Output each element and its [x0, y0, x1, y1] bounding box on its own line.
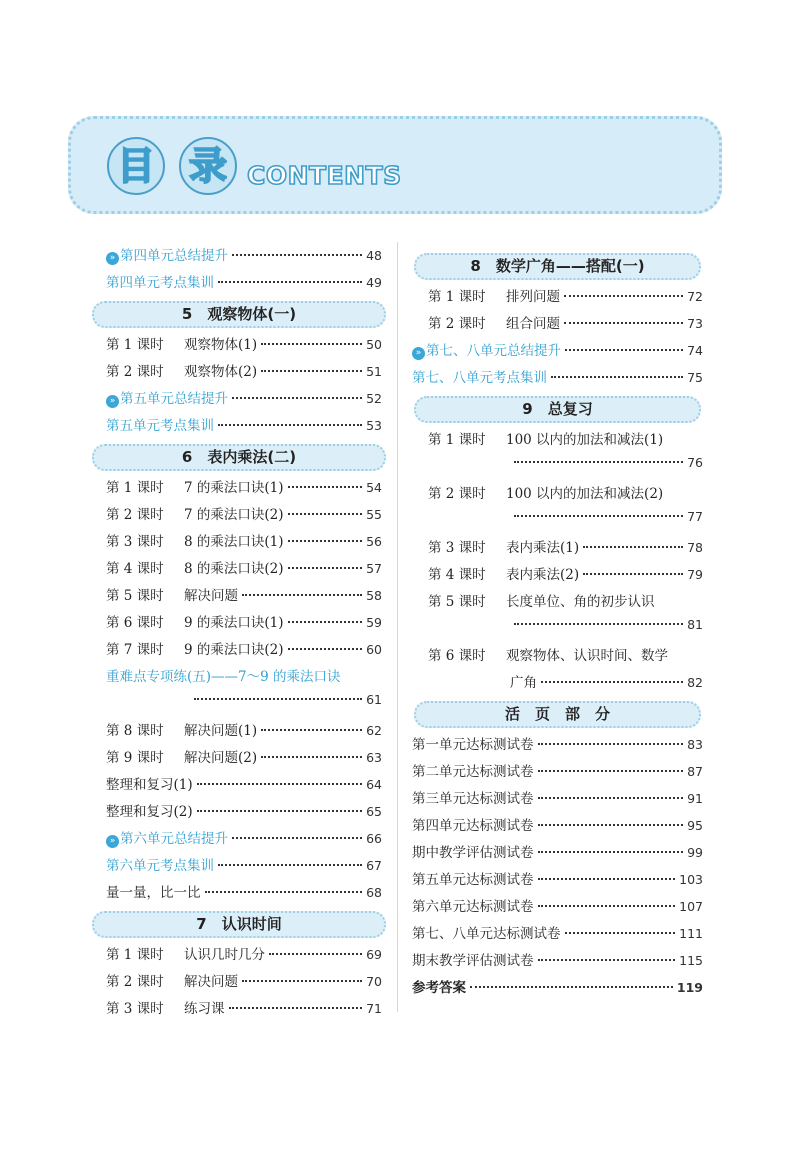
- toc-entry[interactable]: [106, 611, 382, 638]
- page-number: 103: [679, 872, 703, 887]
- toc-entry[interactable]: [106, 997, 382, 1024]
- section-header: 7 认识时间: [92, 911, 386, 938]
- section-header: 活 页 部 分: [414, 701, 701, 728]
- toc-entry: [412, 428, 703, 455]
- lesson-label: 第 3 课时: [106, 1001, 164, 1017]
- toc-entry[interactable]: [106, 943, 382, 970]
- toc-entry-continuation[interactable]: [412, 455, 703, 482]
- entry-title: 广角: [510, 675, 537, 691]
- entry-title: 整理和复习(2): [106, 804, 193, 820]
- toc-entry[interactable]: [412, 536, 703, 563]
- dot-leader: [288, 648, 363, 650]
- page-number: 70: [366, 974, 382, 989]
- entry-title: 整理和复习(1): [106, 777, 193, 793]
- toc-entry[interactable]: [412, 760, 703, 787]
- dot-leader: [194, 698, 362, 700]
- entry-title: 第六单元达标测试卷: [412, 899, 534, 915]
- toc-entry[interactable]: [412, 366, 703, 393]
- entry-title: 观察物体、认识时间、数学: [506, 648, 668, 664]
- toc-entry[interactable]: [106, 854, 382, 881]
- page-number: 58: [366, 588, 382, 603]
- toc-entry[interactable]: [106, 271, 382, 298]
- page-number: 55: [366, 507, 382, 522]
- section-header: 5 观察物体(一): [92, 301, 386, 328]
- double-arrow-icon: »: [412, 347, 425, 360]
- dot-leader: [551, 376, 683, 378]
- dot-leader: [261, 343, 362, 345]
- toc-entry[interactable]: [412, 814, 703, 841]
- page-number: 91: [687, 791, 703, 806]
- toc-entry[interactable]: [106, 557, 382, 584]
- toc-entry[interactable]: [412, 733, 703, 760]
- dot-leader: [541, 681, 683, 683]
- toc-entry[interactable]: [106, 503, 382, 530]
- lesson-label: 第 7 课时: [106, 642, 164, 658]
- toc-entry[interactable]: [412, 949, 703, 976]
- entry-title: 第七、八单元总结提升: [426, 343, 561, 359]
- toc-entry[interactable]: [412, 868, 703, 895]
- toc-entry[interactable]: [412, 339, 703, 366]
- double-arrow-icon: »: [106, 835, 119, 848]
- section-header: 6 表内乘法(二): [92, 444, 386, 471]
- dot-leader: [565, 932, 676, 934]
- page-number: 83: [687, 737, 703, 752]
- page-number: 82: [687, 675, 703, 690]
- dot-leader: [218, 864, 362, 866]
- toc-entry[interactable]: [106, 800, 382, 827]
- page-number: 72: [687, 289, 703, 304]
- page-number: 78: [687, 540, 703, 555]
- lesson-label: 第 3 课时: [106, 534, 164, 550]
- dot-leader: [583, 573, 683, 575]
- entry-title: 100 以内的加法和减法(2): [506, 486, 664, 502]
- entry-title: 参考答案: [412, 980, 466, 996]
- lesson-label: 第 9 课时: [106, 750, 164, 766]
- toc-entry[interactable]: [412, 312, 703, 339]
- toc-entry-continuation[interactable]: [412, 617, 703, 644]
- page-number: 52: [366, 391, 382, 406]
- page-number: 119: [676, 980, 703, 995]
- lesson-label: 第 2 课时: [428, 486, 486, 502]
- title-char-circle: [107, 137, 165, 195]
- double-arrow-icon: »: [106, 395, 119, 408]
- page-number: 49: [366, 275, 382, 290]
- toc-entry[interactable]: [106, 773, 382, 800]
- dot-leader: [538, 851, 684, 853]
- toc-entry[interactable]: [106, 414, 382, 441]
- dot-leader: [538, 878, 676, 880]
- dot-leader: [514, 461, 683, 463]
- entry-title: 解决问题: [184, 588, 238, 604]
- dot-leader: [261, 729, 362, 731]
- lesson-label: 第 2 课时: [106, 974, 164, 990]
- entry-title: 第六单元考点集训: [106, 858, 214, 874]
- toc-entry[interactable]: [106, 638, 382, 665]
- dot-leader: [538, 905, 676, 907]
- entry-title: 观察物体(1): [184, 337, 258, 353]
- toc-entry[interactable]: [412, 285, 703, 312]
- entry-title: 表内乘法(2): [506, 567, 580, 583]
- dot-leader: [288, 540, 363, 542]
- toc-entry[interactable]: [106, 584, 382, 611]
- dot-leader: [261, 370, 362, 372]
- dot-leader: [232, 837, 362, 839]
- page-number: 62: [366, 723, 382, 738]
- dot-leader: [288, 513, 363, 515]
- title-char-circle: [179, 137, 237, 195]
- dot-leader: [538, 824, 684, 826]
- page-number: 64: [366, 777, 382, 792]
- toc-entry[interactable]: [412, 976, 703, 1003]
- dot-leader: [229, 1007, 363, 1009]
- dot-leader: [205, 891, 363, 893]
- entry-title: 8 的乘法口诀(1): [184, 534, 284, 550]
- dot-leader: [470, 986, 673, 988]
- page-number: 75: [687, 370, 703, 385]
- dot-leader: [218, 424, 362, 426]
- page-number: 54: [366, 480, 382, 495]
- toc-entry[interactable]: [106, 970, 382, 997]
- entry-title: 练习课: [184, 1001, 225, 1017]
- page-number: 60: [366, 642, 382, 657]
- lesson-label: 第 1 课时: [428, 289, 486, 305]
- dot-leader: [514, 623, 683, 625]
- lesson-label: 第 1 课时: [106, 480, 164, 496]
- dot-leader: [197, 783, 362, 785]
- entry-title: 期末教学评估测试卷: [412, 953, 534, 969]
- lesson-label: 第 2 课时: [428, 316, 486, 332]
- title-char: 录: [188, 144, 227, 188]
- lesson-label: 第 5 课时: [106, 588, 164, 604]
- title-char: 目: [116, 144, 155, 188]
- entry-title: 8 的乘法口诀(2): [184, 561, 284, 577]
- lesson-label: 第 3 课时: [428, 540, 486, 556]
- page-number: 99: [687, 845, 703, 860]
- page-number: 95: [687, 818, 703, 833]
- lesson-label: 第 6 课时: [428, 648, 486, 664]
- dot-leader: [564, 322, 683, 324]
- dot-leader: [261, 756, 362, 758]
- entry-title: 第二单元达标测试卷: [412, 764, 534, 780]
- dot-leader: [538, 797, 684, 799]
- entry-title: 第五单元总结提升: [120, 391, 228, 407]
- toc-right-column: [412, 250, 703, 1003]
- page-number: 67: [366, 858, 382, 873]
- page-number: 115: [679, 953, 703, 968]
- toc-entry[interactable]: [106, 244, 382, 271]
- entry-title: 第三单元达标测试卷: [412, 791, 534, 807]
- lesson-label: 第 1 课时: [106, 337, 164, 353]
- toc-entry-continuation[interactable]: [412, 671, 703, 698]
- page-number: 69: [366, 947, 382, 962]
- entry-title: 7 的乘法口诀(1): [184, 480, 284, 496]
- entry-title: 认识几时几分: [184, 947, 265, 963]
- toc-entry[interactable]: [412, 563, 703, 590]
- dot-leader: [288, 567, 363, 569]
- entry-title: 量一量，比一比: [106, 885, 201, 901]
- entry-title: 第五单元考点集训: [106, 418, 214, 434]
- toc-entry[interactable]: [106, 387, 382, 414]
- page-number: 50: [366, 337, 382, 352]
- section-header: 9 总复习: [414, 396, 701, 423]
- dot-leader: [197, 810, 362, 812]
- entry-title: 第五单元达标测试卷: [412, 872, 534, 888]
- dot-leader: [242, 594, 362, 596]
- page-number: 56: [366, 534, 382, 549]
- toc-entry[interactable]: [412, 922, 703, 949]
- page-number: 65: [366, 804, 382, 819]
- section-header: 8 数学广角——搭配(一): [414, 253, 701, 280]
- dot-leader: [538, 959, 676, 961]
- entry-title: 解决问题(1): [184, 723, 258, 739]
- dot-leader: [232, 254, 362, 256]
- toc-entry: [412, 590, 703, 617]
- page-number: 51: [366, 364, 382, 379]
- dot-leader: [232, 397, 362, 399]
- lesson-label: 第 6 课时: [106, 615, 164, 631]
- double-arrow-icon: »: [106, 252, 119, 265]
- dot-leader: [242, 980, 362, 982]
- toc-left-column: [106, 244, 382, 1024]
- lesson-label: 第 8 课时: [106, 723, 164, 739]
- toc-entry[interactable]: [106, 719, 382, 746]
- toc-entry: [412, 644, 703, 671]
- entry-title: 7 的乘法口诀(2): [184, 507, 284, 523]
- lesson-label: 第 5 课时: [428, 594, 486, 610]
- lesson-label: 第 2 课时: [106, 507, 164, 523]
- entry-title: 解决问题: [184, 974, 238, 990]
- entry-title: 排列问题: [506, 289, 560, 305]
- entry-title: 第四单元总结提升: [120, 248, 228, 264]
- entry-title: 9 的乘法口诀(1): [184, 615, 284, 631]
- toc-entry[interactable]: [106, 333, 382, 360]
- entry-title: 长度单位、角的初步认识: [506, 594, 655, 610]
- page-number: 48: [366, 248, 382, 263]
- toc-entry[interactable]: [106, 360, 382, 387]
- dot-leader: [514, 515, 683, 517]
- toc-entry: [106, 665, 382, 692]
- page-number: 73: [687, 316, 703, 331]
- page-number: 59: [366, 615, 382, 630]
- page-number: 87: [687, 764, 703, 779]
- toc-entry-continuation[interactable]: [412, 509, 703, 536]
- toc-entry[interactable]: [106, 827, 382, 854]
- page-number: 66: [366, 831, 382, 846]
- page-number: 57: [366, 561, 382, 576]
- lesson-label: 第 1 课时: [428, 432, 486, 448]
- column-divider: [397, 242, 398, 1012]
- toc-entry[interactable]: [412, 841, 703, 868]
- dot-leader: [218, 281, 362, 283]
- toc-entry[interactable]: [106, 530, 382, 557]
- page-number: 53: [366, 418, 382, 433]
- entry-title: 第七、八单元达标测试卷: [412, 926, 561, 942]
- dot-leader: [564, 295, 683, 297]
- lesson-label: 第 4 课时: [428, 567, 486, 583]
- page-number: 63: [366, 750, 382, 765]
- page-number: 111: [679, 926, 703, 941]
- contents-title: CONTENTS: [247, 161, 402, 190]
- toc-entry[interactable]: [106, 476, 382, 503]
- entry-title: 重难点专项练(五)——7～9 的乘法口诀: [106, 669, 341, 685]
- toc-entry[interactable]: [412, 895, 703, 922]
- page-number: 76: [687, 455, 703, 470]
- dot-leader: [538, 743, 684, 745]
- entry-title: 表内乘法(1): [506, 540, 580, 556]
- dot-leader: [565, 349, 683, 351]
- entry-title: 组合问题: [506, 316, 560, 332]
- entry-title: 期中教学评估测试卷: [412, 845, 534, 861]
- page-number: 61: [366, 692, 382, 707]
- lesson-label: 第 1 课时: [106, 947, 164, 963]
- dot-leader: [583, 546, 683, 548]
- toc-entry-continuation[interactable]: [106, 692, 382, 719]
- page-number: 68: [366, 885, 382, 900]
- page-number: 71: [366, 1001, 382, 1016]
- entry-title: 第一单元达标测试卷: [412, 737, 534, 753]
- entry-title: 9 的乘法口诀(2): [184, 642, 284, 658]
- page-number: 77: [687, 509, 703, 524]
- entry-title: 解决问题(2): [184, 750, 258, 766]
- entry-title: 第六单元总结提升: [120, 831, 228, 847]
- dot-leader: [288, 486, 363, 488]
- toc-entry[interactable]: [106, 746, 382, 773]
- page-number: 74: [687, 343, 703, 358]
- toc-entry[interactable]: [412, 787, 703, 814]
- contents-banner: [68, 116, 722, 214]
- dot-leader: [538, 770, 684, 772]
- entry-title: 第四单元考点集训: [106, 275, 214, 291]
- page-number: 81: [687, 617, 703, 632]
- lesson-label: 第 4 课时: [106, 561, 164, 577]
- entry-title: 第四单元达标测试卷: [412, 818, 534, 834]
- entry-title: 观察物体(2): [184, 364, 258, 380]
- dot-leader: [288, 621, 363, 623]
- page-number: 79: [687, 567, 703, 582]
- lesson-label: 第 2 课时: [106, 364, 164, 380]
- entry-title: 第七、八单元考点集训: [412, 370, 547, 386]
- entry-title: 100 以内的加法和减法(1): [506, 432, 664, 448]
- dot-leader: [269, 953, 362, 955]
- toc-entry[interactable]: [106, 881, 382, 908]
- page-number: 107: [679, 899, 703, 914]
- toc-entry: [412, 482, 703, 509]
